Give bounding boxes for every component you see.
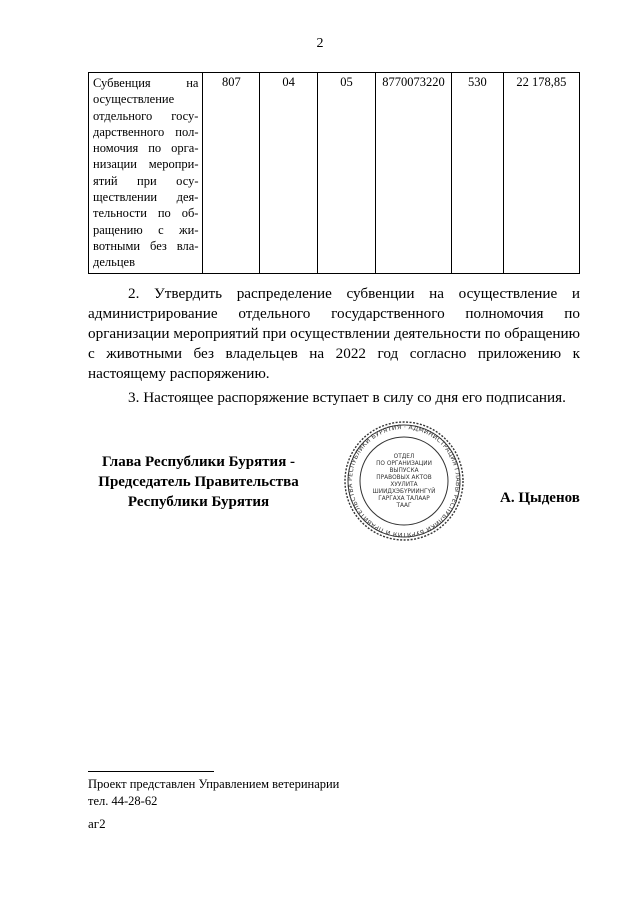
table-cell-code: 807 (203, 73, 260, 274)
footnote (88, 776, 339, 810)
description-line: тельности по об- (93, 206, 199, 221)
official-seal (343, 420, 465, 542)
seal-text-line: ШИИДХЭБҮРИИНГҮЙ (372, 489, 436, 495)
signatory-title-line: Глава Республики Бурятия - (101, 454, 296, 470)
description-line: отдельного госу- (93, 108, 199, 123)
description-line: ществлении дея- (93, 190, 199, 205)
seal-text-line: ГАРГАХА ТАЛААР (378, 496, 430, 502)
footnote-line: тел. 44-28-62 (88, 794, 158, 808)
signatory-title-line: Председатель Правительства (98, 474, 299, 490)
table-cell-code: 530 (452, 73, 504, 274)
signatory-name: А. Цыденов (500, 490, 580, 506)
seal-outer-circle (345, 422, 463, 540)
description-line: низации меропри- (93, 157, 199, 172)
description-line: Субвенция на (93, 76, 199, 90)
footnote-line: Проект представлен Управлением ветеринарии (88, 777, 340, 791)
paragraph-2: 2. Утвердить распределение субвенции на осуществление и администрирование отдельного государственного полномочия по организации мероприятий при осуществлении деятельности по обращению с животными без владельцев на 2022 год согласно приложению к настоящему распоряжению. (88, 285, 580, 382)
seal-text-line: ПРАВОВЫХ АКТОВ (376, 475, 432, 481)
document-code: аг2 (88, 816, 106, 831)
description-line: дарственного пол- (93, 124, 199, 139)
table-cell-code: 04 (260, 73, 318, 274)
table-cell-code: 8770073220 (375, 73, 451, 274)
signatory-title-line: Республики Бурятия (127, 494, 270, 510)
table-row (89, 73, 580, 274)
seal-text-line: ТААГ (396, 503, 412, 509)
table-cell-amount: 22 178,85 (503, 73, 579, 274)
budget-table (88, 72, 580, 274)
seal-text-line: ОТДЕЛ (393, 454, 415, 460)
description-line: дельцев (93, 255, 135, 270)
seal-ring-text: РЕСПУБЛИКИ БУРЯТИЯ · АДМИНИСТРАЦИЯ ГЛАВЫ РЕСПУБЛИКИ БУРЯТИЯ И ПРАВИТЕЛЬСТВА (346, 423, 462, 539)
seal-inner-circle (360, 437, 448, 525)
page-number: 2 (316, 36, 324, 51)
description-line: осуществление (93, 92, 175, 107)
description-line: номочия по орга- (93, 141, 199, 156)
seal-text-line: ВЫПУСКА (389, 468, 419, 474)
description-line: ятий при осу- (93, 173, 199, 188)
seal-text-line: ХУУЛИТА (390, 482, 418, 488)
footnote-divider (88, 771, 214, 772)
table-cell-description (89, 73, 203, 274)
seal-text-line: ПО ОРГАНИЗАЦИИ (376, 461, 432, 467)
description-line: вотными без вла- (93, 238, 199, 253)
paragraph-3: 3. Настоящее распоряжение вступает в силу со дня его подписания. (128, 389, 566, 406)
table-cell-code: 05 (318, 73, 376, 274)
description-line: ращению с жи- (93, 222, 199, 237)
signatory-title (86, 452, 311, 512)
